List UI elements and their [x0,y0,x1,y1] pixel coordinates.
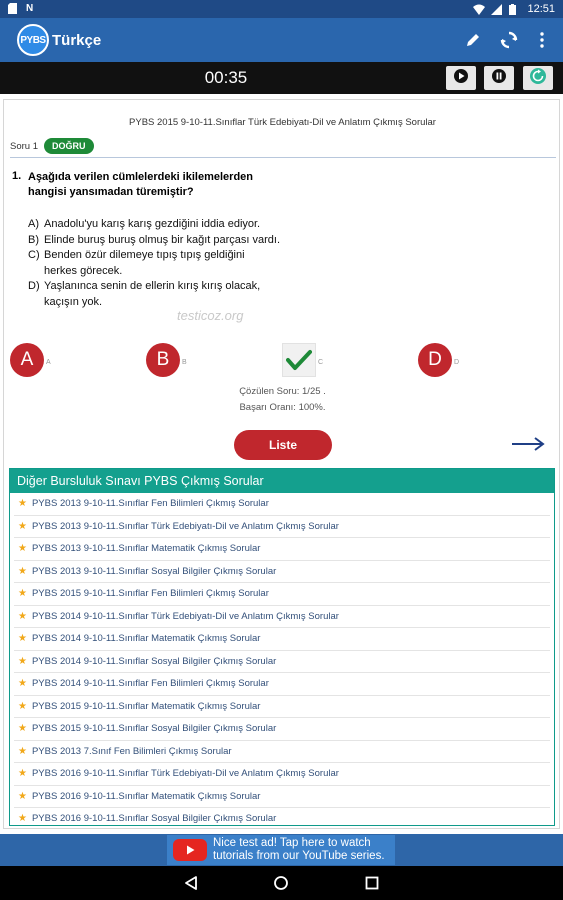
star-icon: ★ [18,655,27,667]
list-item[interactable] [14,606,550,629]
question-label: Soru 1 [10,140,38,152]
recents-icon[interactable] [363,874,381,892]
list-item-label: PYBS 2014 9-10-11.Sınıflar Fen Bilimleri Çıkmış Sorular [31,678,269,690]
list-item[interactable] [14,808,550,826]
wifi-icon [473,4,483,15]
option-a [28,217,328,233]
option-text: Anadolu'yu karış karış gezdiğini iddia ediyor. [44,218,261,230]
list-item[interactable] [14,673,550,696]
star-icon: ★ [18,723,27,735]
answer-d-button[interactable] [418,343,459,377]
question-card [3,99,560,829]
result-badge: DOĞRU [44,138,94,154]
app-bar [0,18,563,62]
ad-banner[interactable] [0,834,563,866]
timer-bar [0,62,563,94]
option-c [28,248,328,279]
star-icon: ★ [18,543,27,555]
star-icon: ★ [18,565,27,577]
answer-a-label: A [46,358,51,366]
star-icon: ★ [18,520,27,532]
list-item[interactable] [14,493,550,516]
next-arrow-icon[interactable] [510,434,546,454]
sd-card-icon [8,3,18,14]
liste-button[interactable]: Liste [234,430,332,460]
list-item-label: PYBS 2014 9-10-11.Sınıflar Matematik Çıkmış Sorular [31,633,261,645]
option-b [28,233,328,249]
options-list [28,217,328,311]
answer-a-circle[interactable]: A [10,343,44,377]
option-text: Yaşlanınca senin de ellerin kırış kırış olacak, kaçışın yok. [44,280,261,308]
answer-c-label: C [318,358,324,366]
star-icon: ★ [18,678,27,690]
star-icon: ★ [18,745,27,757]
list-item[interactable] [14,561,550,584]
status-bar [0,0,563,18]
edit-icon[interactable] [461,28,485,52]
more-vert-icon[interactable] [530,28,554,52]
answer-b-circle[interactable]: B [146,343,180,377]
star-icon: ★ [18,768,27,780]
option-d [28,279,328,310]
star-icon: ★ [18,588,27,600]
option-text: Elinde buruş buruş olmuş bir kağıt parçası vardı. [44,233,281,246]
list-item-label: PYBS 2016 9-10-11.Sınıflar Türk Edebiyatı-Dil ve Anlatım Çıkmış Sorular [31,768,339,780]
answer-d-circle[interactable]: D [418,343,452,377]
star-icon: ★ [18,790,27,802]
answer-b-label: B [182,358,187,366]
timer-display: 00:35 [204,68,248,87]
answer-b-button[interactable] [146,343,187,377]
star-icon: ★ [18,813,27,825]
play-icon [453,68,469,89]
pause-icon [491,68,507,89]
question-number: 1. [12,170,22,182]
option-key: A) [28,218,39,230]
list-item-label: PYBS 2016 9-10-11.Sınıflar Matematik Çıkmış Sorular [31,790,261,802]
answer-a-button[interactable] [10,343,51,377]
star-icon: ★ [18,633,27,645]
pause-button[interactable] [484,66,514,90]
star-icon: ★ [18,498,27,510]
list-item-label: PYBS 2013 7.Sınıf Fen Bilimleri Çıkmış Sorular [31,745,232,757]
back-icon[interactable] [182,874,200,892]
home-icon[interactable] [272,874,290,892]
list-item-label: PYBS 2014 9-10-11.Sınıflar Sosyal Bilgiler Çıkmış Sorular [31,655,277,667]
list-item[interactable] [14,696,550,719]
list-item-label: PYBS 2015 9-10-11.Sınıflar Matematik Çıkmış Sorular [31,700,261,712]
star-icon: ★ [18,610,27,622]
related-tests-panel [9,468,555,826]
option-key: C) [28,249,40,262]
status-time: 12:51 [527,3,555,15]
notification-n-icon: N [26,3,34,14]
app-title: Türkçe [52,32,102,49]
option-key: B) [28,233,39,246]
list-item[interactable] [14,651,550,674]
list-item-label: PYBS 2015 9-10-11.Sınıflar Sosyal Bilgiler Çıkmış Sorular [31,723,277,735]
navigation-bar [0,866,563,900]
success-rate: Başarı Oranı: 100%. [239,402,326,413]
refresh-icon[interactable] [497,28,521,52]
related-tests-header: Diğer Bursluluk Sınavı PYBS Çıkmış Sorular [10,469,554,493]
reload-button[interactable] [523,66,553,90]
list-item-label: PYBS 2013 9-10-11.Sınıflar Türk Edebiyatı-Dil ve Anlatım Çıkmış Sorular [31,520,339,532]
divider [10,157,556,158]
list-item-label: PYBS 2013 9-10-11.Sınıflar Sosyal Bilgiler Çıkmış Sorular [31,565,277,577]
list-item-label: PYBS 2013 9-10-11.Sınıflar Fen Bilimleri Çıkmış Sorular [31,498,269,510]
list-item[interactable] [14,628,550,651]
ad-line-1: Nice test ad! Tap here to watch [213,837,371,849]
ad-line-2: tutorials from our YouTube series. [213,850,385,862]
watermark: testicoz.org [177,308,244,323]
question-header [10,138,94,154]
reload-icon [529,67,547,90]
question-stem: Aşağıda verilen cümlelerdeki ikilemelerden hangisi yansımadan türemiştir? [28,171,253,198]
youtube-icon [173,839,207,861]
option-key: D) [28,280,40,293]
main-content [0,94,563,834]
list-item-label: PYBS 2013 9-10-11.Sınıflar Matematik Çıkmış Sorular [31,543,261,555]
solved-count: Çözülen Soru: 1/25 . [239,386,326,397]
list-item[interactable] [14,516,550,539]
play-button[interactable] [446,66,476,90]
ad-text [213,837,385,863]
list-item[interactable] [14,763,550,786]
list-item-label: PYBS 2016 9-10-11.Sınıflar Sosyal Bilgiler Çıkmış Sorular [31,813,277,825]
signal-icon [491,4,501,15]
list-item[interactable] [14,741,550,764]
list-item-label: PYBS 2015 9-10-11.Sınıflar Fen Bilimleri Çıkmış Sorular [31,588,269,600]
star-icon: ★ [18,700,27,712]
list-item-label: PYBS 2014 9-10-11.Sınıflar Türk Edebiyatı-Dil ve Anlatım Çıkmış Sorular [31,610,339,622]
battery-icon [509,4,519,15]
app-logo: PYBS [17,24,49,56]
correct-check-icon[interactable] [282,343,316,377]
option-text: Benden özür dilemeye tıpış tıpış geldiğini herkes görecek. [44,249,245,277]
list-item[interactable] [14,583,550,606]
answer-c-button[interactable] [282,343,323,377]
list-item[interactable] [14,786,550,809]
answer-d-label: D [454,358,460,366]
test-title: PYBS 2015 9-10-11.Sınıflar Türk Edebiyatı-Dil ve Anlatım Çıkmış Sorular [129,117,436,128]
related-tests-list [10,493,554,826]
list-item[interactable] [14,718,550,741]
list-item[interactable] [14,538,550,561]
ad-content[interactable] [167,835,395,865]
